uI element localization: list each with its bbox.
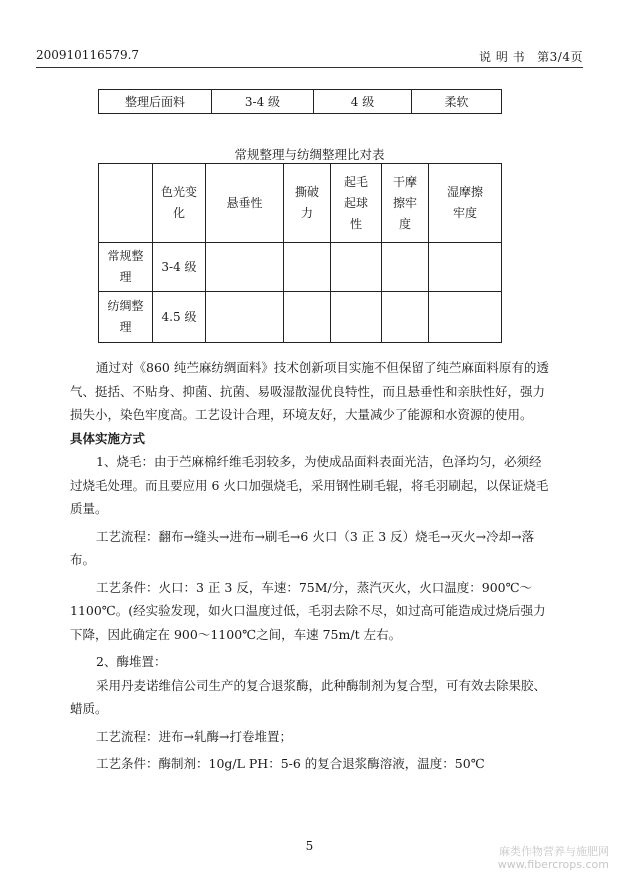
doc-type: 说 明 书: [479, 50, 526, 64]
header-rule: [36, 67, 583, 68]
comparison-table: [98, 163, 502, 343]
table-cell: [331, 243, 382, 292]
enzyme-conditions: 工艺条件：酶制剂：10g/L PH：5-6 的复合退浆酶溶液，温度：50℃: [96, 756, 485, 771]
table-cell: 4.5 级: [153, 292, 206, 343]
page-number: 5: [305, 839, 314, 853]
header-cell: 悬垂性: [206, 164, 284, 243]
header-right: [479, 48, 583, 65]
table-cell: [284, 292, 331, 343]
header-cell: 湿摩擦 牢度: [429, 164, 502, 243]
comparison-table-title: 常规整理与纺绸整理比对表: [234, 147, 385, 162]
table-cell: [331, 292, 382, 343]
header-cell: 起毛 起球 性: [331, 164, 382, 243]
singeing-flow: 工艺流程：翻布→缝头→进布→刷毛→6 火口（3 正 3 反）烧毛→灭火→冷却→落布。: [70, 528, 535, 567]
table-row: [99, 292, 502, 343]
table-cell: 4 级: [314, 90, 412, 114]
table-cell: [206, 292, 284, 343]
row-label: 纺绸整 理: [99, 292, 153, 343]
watermark-title: 麻类作物营养与施肥网: [499, 845, 609, 858]
table-cell: 柔软: [412, 90, 502, 114]
watermark-url: www.fibercrops.com: [497, 858, 609, 871]
table-cell: 3-4 级: [212, 90, 314, 114]
table-cell: [284, 243, 331, 292]
table-row: [99, 90, 502, 114]
table-cell: [429, 243, 502, 292]
body-text: [70, 356, 550, 776]
intro-paragraph: 通过对《860 纯苎麻纺绸面料》技术创新项目实施不但保留了纯苎麻面料原有的透气、挺括、不贴身、抑菌、抗菌、易吸湿散湿优良特性，而且悬垂性和亲肤性好，强力损失小，染色牢度高。工艺设计合理，环境友好，大量减少了能源和水资源的使用。: [70, 360, 549, 422]
page-info: 第3/4页: [537, 50, 583, 64]
table-cell: 整理后面料: [99, 90, 212, 114]
table-cell: [382, 292, 429, 343]
singeing-conditions: 工艺条件：火口：3 正 3 反，车速：75M/分，蒸汽灭火，火口温度：900℃～1100℃。(经实验发现，如火口温度过低，毛羽去除不尽，如过高可能造成过烧后强力下降，因此确定在 900～1100℃之间，车速 75m/t 左右。: [70, 579, 546, 642]
singeing-paragraph: 1、烧毛：由于苎麻棉纤维毛羽较多，为使成品面料表面光洁，色泽均匀，必须经过烧毛处理。而且要应用 6 火口加强烧毛，采用钢性刷毛辊，将毛羽刷起，以保证烧毛质量。: [70, 454, 549, 516]
table-cell: [429, 292, 502, 343]
row-label: 常规整 理: [99, 243, 153, 292]
table-header-row: [99, 164, 502, 243]
section-heading: 具体实施方式: [70, 430, 146, 446]
table-row: [99, 243, 502, 292]
header-cell: 撕破 力: [284, 164, 331, 243]
table-cell: 3-4 级: [153, 243, 206, 292]
doc-number: 200910116579.7: [36, 48, 140, 62]
table-cell: [206, 243, 284, 292]
finished-fabric-table: [98, 89, 502, 114]
page-header: [36, 48, 583, 66]
enzyme-heading: 2、酶堆置：: [96, 654, 167, 669]
table-cell: [382, 243, 429, 292]
watermark: [498, 845, 609, 871]
header-cell: [99, 164, 153, 243]
enzyme-flow: 工艺流程：进布→轧酶→打卷堆置；: [96, 728, 292, 744]
enzyme-paragraph: 采用丹麦诺维信公司生产的复合退浆酶，此种酶制剂为复合型，可有效去除果胶、蜡质。: [70, 677, 547, 716]
header-cell: 干摩 擦牢 度: [382, 164, 429, 243]
header-cell: 色光变 化: [153, 164, 206, 243]
